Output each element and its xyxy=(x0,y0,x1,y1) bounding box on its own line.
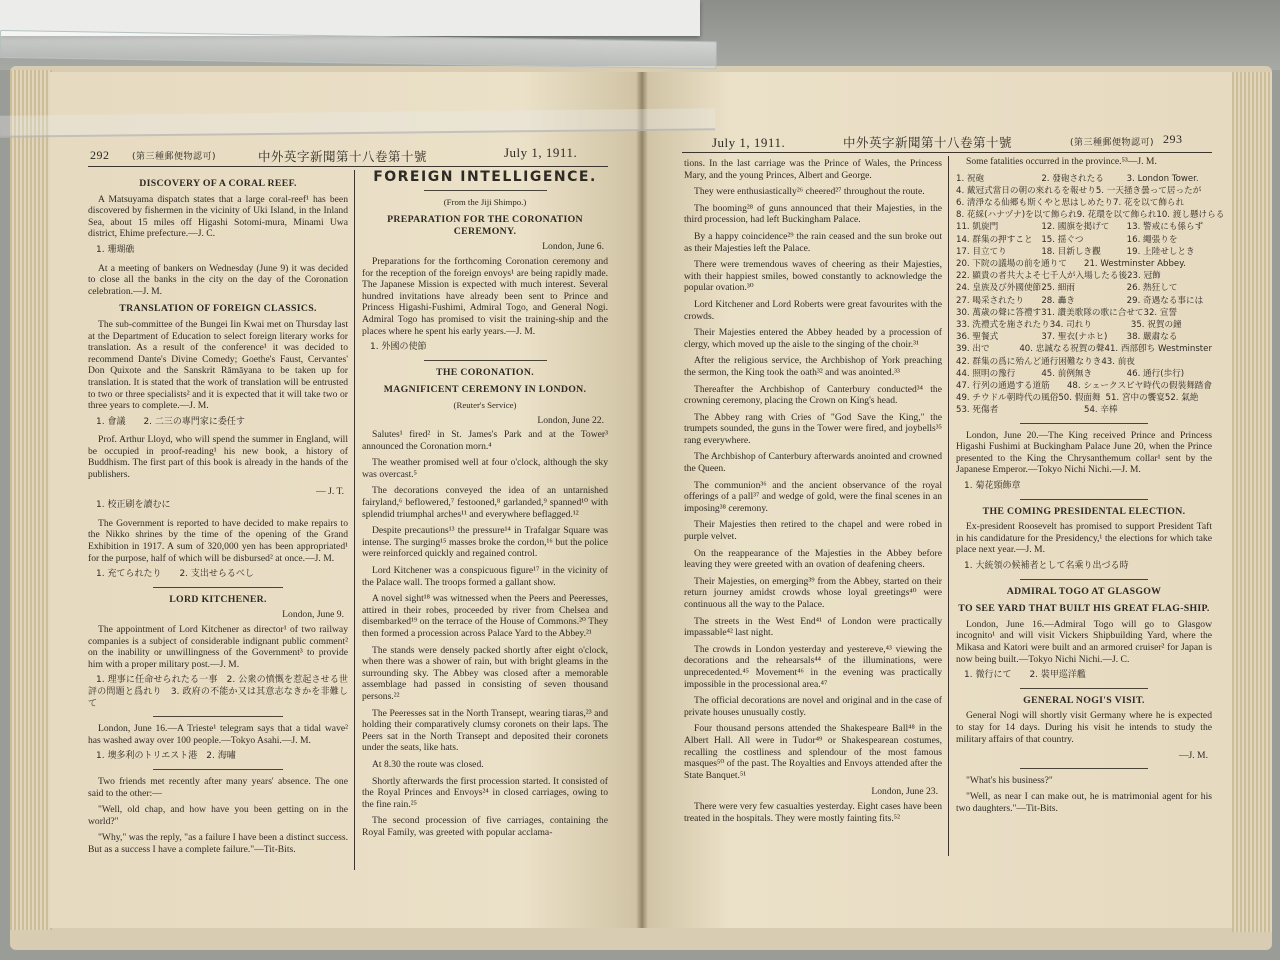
preparation-dateline: London, June 6. xyxy=(542,241,604,253)
vocabulary-item: 33. 洗禮式を施されたり xyxy=(956,320,1050,331)
coronation-paragraph: There were tremendous waves of cheering as their Majesties, with their happiest smiles, bowed constantly to acknowledge the popular ovation.³⁰ xyxy=(684,259,942,294)
togo-title: ADMIRAL TOGO AT GLASGOW xyxy=(1006,585,1162,597)
vocabulary-item: 27. 喝采されたり xyxy=(956,295,1024,306)
coronation-paragraph: By a happy coincidence²⁹ the rain ceased and the sun broke out as their Majesties left the Palace. xyxy=(684,230,942,254)
vocabulary-row xyxy=(956,392,1212,404)
vocabulary-item: 26. 熱狂して xyxy=(1126,283,1178,294)
vocabulary-item: 53. 死傷者 xyxy=(956,405,999,416)
coronation-paragraph: The stands were densely packed shortly after eight o'clock, when there was a shower of rain, but with bright gleams in the surrounding sky. The Abbey was closed after a memorable assemblage had passed in consisting of seven thousand persons.²² xyxy=(362,644,608,702)
business-question: "What's his business?" xyxy=(966,774,1053,786)
joke-question: "Well, old chap, and how have you been getting on in the world?" xyxy=(88,804,348,827)
coronation-paragraph: The official decorations are novel and original and in the case of private houses unusually costly. xyxy=(684,695,942,718)
lloyd-gloss: 1. 校正刷を讀むに xyxy=(96,500,171,511)
coral-reef-text: A Matsuyama dispatch states that a large coral-reef¹ has been discovered by fishermen in the vicinity of Uki Island, in the Inland Sea, about 15 miles off Higashi Sotomi-mura, Minami Uwa district, Ehime prefecture.—J. C. xyxy=(88,193,348,240)
coronation-paragraph: On the reappearance of the Majesties in the Abbey before leaving they were greeted with an ovation of deafening cheers. xyxy=(684,547,942,571)
coronation-paragraph: Their Majesties, on emerging³⁹ from the Abbey, started on their return journey amidst crowds whose loyal greetings⁴⁰ were continuous all the way to the Palace. xyxy=(684,575,942,610)
vocabulary-item: 39. 出で xyxy=(956,344,990,355)
left-journal-title: 中外英字新聞第十八卷第十號 xyxy=(258,149,428,164)
section-divider xyxy=(1020,499,1148,500)
togo-gloss: 1. 微行にて 2. 裝甲巡洋艦 xyxy=(964,670,1086,681)
fatalities-text: Some fatalities occurred in the province.⁵³—J. M. xyxy=(966,156,1157,167)
section-divider xyxy=(424,360,547,361)
kitchener-gloss: 1. 理事に任命せられたる一事 2. 公衆の憤慨を惹起させる世評の問題と爲れり 3. 政府の不能か又は其意志なきかを非難して xyxy=(88,675,348,709)
nikko-gloss: 1. 充てられたり 2. 支出せらるべし xyxy=(96,569,254,580)
vocabulary-item: 11. 凱旋門 xyxy=(956,222,999,233)
right-permit: (第三種郵便物認可) xyxy=(1070,138,1155,148)
dateline-june-23: London, June 23. xyxy=(871,786,938,798)
coronation-paragraph: The Abbey rang with Cries of "God Save the King," the trumpets sounded, the guns in the Tower were fired, and joybells³⁵ rang everywhere. xyxy=(684,411,942,446)
vocabulary-row xyxy=(956,270,1212,282)
coronation-paragraph: Shortly afterwards the first procession started. It consisted of the Royal Princes and Envoys²⁴ in closed carriages, owing to the fine rain.²⁵ xyxy=(362,775,608,810)
bankers-text: At a meeting of bankers on Wednesday (June 9) it was decided to close all the banks in the city on the day of the Coronation celebration.—J. M. xyxy=(88,262,348,297)
coral-reef-gloss: 1. 珊瑚礁 xyxy=(96,244,135,255)
vocabulary-item: 31. 讚美歌隊の歌に合せて xyxy=(1041,307,1144,318)
vocabulary-row xyxy=(956,307,1212,319)
vocabulary-item: 34. 司れり xyxy=(1049,320,1092,331)
nikko-text: The Government is reported to have decided to make repairs to the Nikko shrines by the time of the opening of the Grand Exhibition in 1917. A sum of 320,000 yen has been appropriated¹ for the purpose, half of which will be disbursed² at once.—J. M. xyxy=(88,517,348,564)
right-column-2 xyxy=(956,156,1225,848)
coronation-paragraph: The Peeresses sat in the North Transept, wearing tiaras,²³ and holding their comparatively clumsy coronets on their laps. The Peers sat in the North Transept and deposited their coronets under the seats, like hats. xyxy=(362,707,608,754)
vocabulary-item: 42. 群集の爲に殆んど通行困難なりき xyxy=(956,356,1102,367)
vocabulary-row xyxy=(956,319,1212,331)
vocabulary-item: 41. 西部卽ち Westminster xyxy=(1104,344,1212,355)
left-header-rule xyxy=(88,166,608,167)
nogi-title: GENERAL NOGI'S VISIT. xyxy=(1023,694,1145,706)
togo-text: London, June 16.—Admiral Togo will go to Glasgow incognito¹ and will visit Vickers Shipbuilding Yard, where the Mikasa and Katori were built and an armored cruiser² for Japan is now being built.—Tokyo Nichi Nichi.—J. C. xyxy=(956,618,1212,665)
vocabulary-item: 10. 渡し懸けらる xyxy=(1156,210,1225,221)
coronation-paragraph: The Archbishop of Canterbury afterwards anointed and crowned the Queen. xyxy=(684,451,942,475)
vocabulary-item: 48. シェークスピヤ時代の假裝舞踏會 xyxy=(1066,381,1212,392)
vocabulary-item: 5. 一天掻き曇って居ったが xyxy=(1095,185,1202,196)
coronation-paragraph: The decorations conveyed the idea of an untarnished fairyland,⁶ beflowered,⁷ festooned,⁸ garlanded,⁹ spanned¹⁰ with splendid triumphal arches¹¹ and everywhere beflagged.¹² xyxy=(362,485,608,520)
book-gutter xyxy=(636,72,648,928)
vocabulary-item: 7. 花を以て飾られ xyxy=(1113,198,1185,208)
vocabulary-row xyxy=(956,173,1212,185)
kitchener-dateline: London, June 9. xyxy=(282,609,344,621)
section-divider xyxy=(1020,688,1148,689)
vocabulary-item: 35. 祝賀の鐘 xyxy=(1130,320,1182,331)
section-divider xyxy=(1020,423,1148,424)
section-divider xyxy=(1020,579,1148,580)
vocabulary-row xyxy=(956,343,1212,355)
vocabulary-row xyxy=(956,282,1212,294)
vocabulary-item: 2. 發砲されたる xyxy=(1041,173,1104,184)
right-date: July 1, 1911. xyxy=(712,135,786,150)
vocabulary-item: 46. 通行(歩行) xyxy=(1126,368,1185,379)
coronation-paragraph: The streets in the West End⁴¹ of London were practically impassable⁴² last night. xyxy=(684,615,942,639)
vocabulary-item: 19. 上陸せしとき xyxy=(1126,246,1195,257)
vocabulary-item: 25. 細雨 xyxy=(1041,283,1075,294)
coronation-subtitle: MAGNIFICENT CEREMONY IN LONDON. xyxy=(383,384,587,396)
vocabulary-row xyxy=(956,368,1212,380)
vocabulary-list xyxy=(956,173,1225,417)
section-divider xyxy=(424,190,547,191)
vocabulary-item: 52. 氣絶 xyxy=(1164,393,1199,404)
vocabulary-row xyxy=(956,404,1212,416)
vocabulary-item: 1. 祝砲 xyxy=(956,173,985,184)
foreign-intelligence-banner: FOREIGN INTELLIGENCE. xyxy=(373,169,597,185)
coronation-paragraph: After the religious service, the Archbishop of York preaching the sermon, the King took the oath³² and was anointed.³³ xyxy=(684,355,942,378)
vocabulary-item: 20. 下院の議場の前を通りて xyxy=(956,259,1067,270)
coronation-title: THE CORONATION. xyxy=(436,366,534,378)
election-text: Ex-president Roosevelt has promised to support President Taft in his candidature for the Presidency,¹ the elections for which take place next year.—J. M. xyxy=(956,521,1212,556)
vocabulary-item: 3. London Tower. xyxy=(1126,173,1199,184)
nogi-signature: —J. M. xyxy=(1178,750,1208,762)
vocabulary-item: 51. 宮中の饗宴 xyxy=(1105,393,1165,404)
vocabulary-item: 17. 目立てり xyxy=(956,246,1007,257)
jiji-source: (From the Jiji Shimpo.) xyxy=(443,196,527,207)
vocabulary-item: 14. 群集の押すこと xyxy=(956,234,1033,245)
coronation-paragraph: The communion³⁶ and the ancient observance of the royal offerings of a pall³⁷ and wedge of gold, were the final scenes in an imposing³⁸ ceremony. xyxy=(684,479,942,514)
vocabulary-row xyxy=(956,221,1212,233)
vocabulary-item: 45. 前例無き xyxy=(1041,368,1093,379)
election-title: THE COMING PRESIDENTAL ELECTION. xyxy=(982,505,1186,517)
joke-answer: "Why," was the reply, "as a failure I have been a distinct success. But as a success I have a complete failure."—Tit-Bits. xyxy=(88,832,348,855)
vocabulary-item: 40. 忠誠なる祝賀の聲 xyxy=(1019,344,1105,355)
vocabulary-row xyxy=(956,209,1225,221)
preparation-text: Preparations for the forthcoming Coronation ceremony and for the reception of the foreign envoys¹ are being rapidly made. The Japanese Mission is expected with much interest. Several hundred invitations have already been sent to Prince and Princess Higashi-Fushimi, Admiral Togo, and General Nogi. Admiral Togo has promised to visit the training-ship and the places where he spent his early years.—J. M. xyxy=(362,255,608,337)
vocabulary-item: 29. 奇遇なる事には xyxy=(1126,295,1204,306)
right-page-number: 293 xyxy=(1163,132,1183,146)
joke-intro: Two friends met recently after many years' absence. The one said to the other:— xyxy=(88,775,348,799)
vocabulary-item: 22. 顯貴の者共大よそ七千人が入場したる後 xyxy=(956,271,1128,282)
left-date: July 1, 1911. xyxy=(504,145,578,160)
coronation-dateline: London, June 22. xyxy=(537,414,604,426)
preparation-title: PREPARATION FOR THE CORONATION CEREMONY. xyxy=(387,214,583,237)
right-column-1 xyxy=(684,158,942,848)
coronation-paragraph: The booming²⁸ of guns announced that their Majesties, in the third procession, had left Buckingham Palace. xyxy=(684,202,942,226)
coronation-paragraph: Despite precautions¹³ the pressure¹⁴ in Trafalgar Square was intense. The surging¹⁵ masses broke the cordon,¹⁶ but the police were reinforced quickly and regained control. xyxy=(362,525,608,560)
nogi-text: General Nogi will shortly visit Germany where he is expected to stay for 14 days. During his visit he intends to study the military affairs of that country. xyxy=(956,710,1212,745)
right-header-rule xyxy=(682,152,1212,153)
section-divider xyxy=(153,587,283,588)
vocabulary-item: 50. 假面舞 xyxy=(1058,393,1101,404)
vocabulary-item: 47. 行列の通過する道筋 xyxy=(956,381,1050,392)
coronation-continued: tions. In the last carriage was the Prince of Wales, the Princess Mary, and the young Princes, Albert and George. xyxy=(684,158,942,181)
vocabulary-item: 54. 辛棒 xyxy=(1084,405,1118,416)
section-divider xyxy=(1020,768,1148,769)
vocabulary-item: 18. 目新しき觀 xyxy=(1041,246,1101,257)
vocabulary-row xyxy=(956,356,1212,368)
vocabulary-item: 4. 戴冠式當日の朝の來れるを報せり xyxy=(956,185,1096,196)
coronation-paragraph: The crowds in London yesterday and yestereve,⁴³ viewing the decorations and the rehearsals⁴⁴ of the illuminations, were unprecedented.⁴⁵ Movement⁴⁶ in the evening was practically impossible in the processional area.⁴⁷ xyxy=(684,643,942,690)
page-edges-left xyxy=(10,70,52,930)
classics-title: TRANSLATION OF FOREIGN CLASSICS. xyxy=(119,303,317,315)
vocabulary-row xyxy=(956,380,1212,392)
left-permit: (第三種郵便物認可) xyxy=(132,152,217,162)
page-edges-right xyxy=(1232,72,1272,932)
right-column-rule xyxy=(948,156,949,856)
left-column-1 xyxy=(88,172,348,862)
coral-reef-title: DISCOVERY OF A CORAL REEF. xyxy=(139,178,297,189)
vocabulary-item: 21. Westminster Abbey. xyxy=(1084,259,1186,270)
vocabulary-item: 32. 宣誓 xyxy=(1143,307,1178,318)
preparation-gloss: 1. 外國の使節 xyxy=(370,342,427,353)
vocabulary-item: 9. 花環を以て飾られ xyxy=(1076,210,1157,221)
vocabulary-item: 28. 轟き xyxy=(1041,295,1075,306)
coronation-paragraph: Lord Kitchener was a conspicuous figure¹⁷ in the vicinity of the Palace wall. The troops formed a gallant show. xyxy=(362,565,608,588)
kitchener-title: LORD KITCHENER. xyxy=(169,593,267,605)
vocabulary-item: 15. 揺ぐつ xyxy=(1041,234,1084,245)
election-gloss: 1. 大統領の候補者として名乘り出づる時 xyxy=(964,561,1129,571)
vocabulary-item: 13. 警戒にも係らず xyxy=(1126,222,1204,233)
vocabulary-item: 8. 花綵(ハナヅナ)を以て飾られ xyxy=(956,210,1077,221)
vocabulary-item: 16. 繩張りを xyxy=(1126,234,1178,245)
section-divider xyxy=(153,716,283,717)
vocabulary-row xyxy=(956,258,1212,270)
classics-gloss: 1. 會議 2. 二三の專門家に委任す xyxy=(96,416,245,427)
vocabulary-row xyxy=(956,185,1212,197)
coronation-paragraph: Their Majesties entered the Abbey headed by a procession of clergy, which moved up the aisle to the singing of the choir.³¹ xyxy=(684,327,942,350)
vocabulary-item: 36. 聖餐式 xyxy=(956,332,999,343)
vocabulary-item: 43. 前夜 xyxy=(1101,356,1135,367)
section-divider xyxy=(153,769,283,770)
paper-sheet-top xyxy=(0,0,700,36)
coronation-paragraph: The weather promised well at four o'clock, although the sky was overcast.⁵ xyxy=(362,457,608,480)
left-column-rule xyxy=(354,170,355,870)
right-journal-title: 中外英字新聞第十八卷第十號 xyxy=(843,135,1013,150)
vocabulary-row xyxy=(956,331,1212,343)
vocabulary-item: 38. 嚴肅なる xyxy=(1126,332,1178,343)
vocabulary-item: 44. 照明の豫行 xyxy=(956,368,1016,379)
kitchener-text: The appointment of Lord Kitchener as director¹ of two railway companies is a subject of considerable indignant public comment² on the inability or unwillingness of the Government³ to provide him with a proper military post.—J. M. xyxy=(88,624,348,670)
left-column-2 xyxy=(362,170,608,862)
lloyd-text: Prof. Arthur Lloyd, who will spend the summer in England, will be occupied in proof-reading¹ his new book, a history of Buddhism. The first part of this book is already in the hands of the publishers. xyxy=(88,434,348,481)
coronation-paragraph: A novel sight¹⁸ was witnessed when the Peers and Peeresses, attired in their robes, proceeded by river from Chelsea and disembarked¹⁹ on the terrace of the House of Commons.²⁰ They then formed a procession across Palace Yard to the Abbey.²¹ xyxy=(362,593,608,639)
vocabulary-item: 30. 萬歳の聲に答禮す xyxy=(956,307,1042,318)
vocabulary-item: 49. チウドル朝時代の風俗 xyxy=(956,393,1059,404)
business-answer: "Well, as near I can make out, he is matrimonial agent for his two daughters."—Tit-Bits. xyxy=(956,791,1212,814)
vocabulary-row xyxy=(956,295,1212,307)
prince-reception-text: London, June 20.—The King received Prince and Princess Higashi Fushimi at Buckingham Palace June 20, when the Prince presented to the King the Chrysanthemum collar¹ sent by the Japanese Emperor.—Tokyo Nichi Nichi.—J. M. xyxy=(956,429,1212,476)
vocabulary-row xyxy=(956,246,1212,258)
coronation-paragraph: At 8.30 the route was closed. xyxy=(372,758,484,770)
vocabulary-item: 23. 冠飾 xyxy=(1127,271,1161,282)
coronation-paragraph: Lord Kitchener and Lord Roberts were great favourites with the crowds. xyxy=(684,298,942,322)
coronation-paragraph: The second procession of five carriages, containing the Royal Family, was greeted with popular acclama- xyxy=(362,815,608,838)
trieste-text: London, June 16.—A Trieste¹ telegram says that a tidal wave² has washed away over 100 people.—Tokyo Asahi.—J. M. xyxy=(88,723,348,746)
trieste-gloss: 1. 墺多利のトリエスト港 2. 海嘯 xyxy=(96,751,236,762)
prince-reception-gloss: 1. 菊花頸飾章 xyxy=(964,481,1021,492)
left-page-number: 292 xyxy=(90,148,110,162)
coronation-paragraph: Salutes¹ fired² in St. James's Park and at the Tower³ announced the Coronation morn.⁴ xyxy=(362,429,608,452)
vocabulary-item: 24. 皇族及び外國使節 xyxy=(956,283,1042,294)
vocabulary-item: 37. 聖衣(ナホヒ) xyxy=(1041,332,1108,343)
coronation-paragraph: Four thousand persons attended the Shakespeare Ball⁴⁸ in the Albert Hall. All were in Tudor⁴⁹ or Shakespearean costumes, recalling the costliness and splendour of the most famous masques⁵⁰ of the past. The Royalties and Envoys attended after the State Banquet.⁵¹ xyxy=(684,723,942,781)
vocabulary-item: 12. 國旗を掲げて xyxy=(1041,222,1110,233)
coronation-paragraph: They were enthusiastically²⁶ cheered²⁷ throughout the route. xyxy=(694,186,925,198)
vocabulary-item: 6. 清淨なる仙郷も斯くやと思はしめたり xyxy=(956,198,1114,208)
coronation-paragraph: Their Majesties then retired to the chapel and were robed in purple velvet. xyxy=(684,519,942,543)
vocabulary-row xyxy=(956,197,1212,209)
reuter-source: (Reuter's Service) xyxy=(453,399,517,410)
coronation-paragraph: There were very few casualties yesterday. Eight cases have been treated in the hospitals. They were mostly fainting fits.⁵² xyxy=(684,800,942,824)
coronation-paragraph: Thereafter the Archbishop of Canterbury conducted³⁴ the crowning ceremony, placing the Crown on King's head. xyxy=(684,383,942,407)
lloyd-signature: — J. T. xyxy=(316,485,344,497)
vocabulary-row xyxy=(956,234,1212,246)
classics-text: The sub-committee of the Bungei Iin Kwai met on Thursday last at the Department of Education to select foreign literary works for translation. As a result of the conference¹ it was decided to recommend Dante's Divine Comedy; Goethe's Faust, Cervantes' Don Quixote and the Sanskrit Rāmāyana to be taken up for translation. It is stated that the work of translation will be entrusted to two or three specialists² and it is expected that it will take two or three years to complete.—J. M. xyxy=(88,318,348,412)
togo-subtitle: TO SEE YARD THAT BUILT HIS GREAT FLAG-SHIP. xyxy=(958,603,1210,615)
